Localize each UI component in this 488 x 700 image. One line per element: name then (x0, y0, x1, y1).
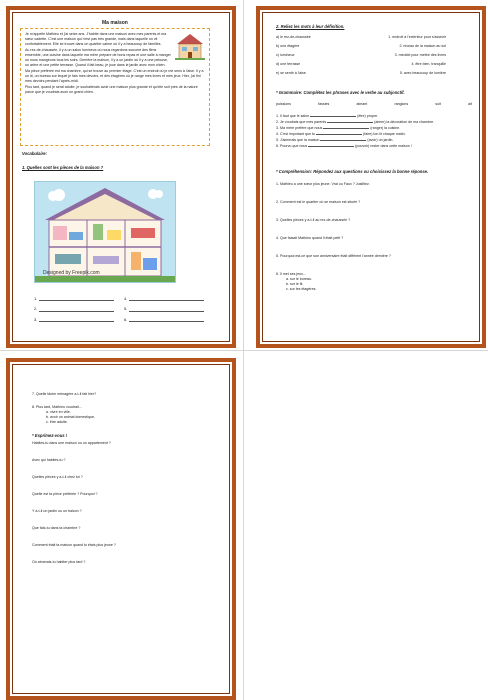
word-bank-item: aimant (356, 101, 368, 106)
grammar-sentence-5: 5. J'aimerais que la maison (avoir) un jardin. (276, 137, 394, 142)
question-1-heading: 1. Quelles sont les pièces de la maison ? (22, 165, 104, 170)
page-divider-horizontal (0, 350, 488, 351)
express-question-8: Où aimerais-tu habiter plus tard ? (32, 560, 86, 564)
grammar-blank-4[interactable] (316, 131, 362, 135)
house-thumbnail-image (175, 32, 205, 60)
grammar-sentence-2: 2. Je voudrais que mes parents (aimer) la décoration de ma chambre. (276, 119, 435, 124)
express-question-4: Quelle est ta pièce préférée ? Pourquoi ? (32, 492, 98, 496)
comp-question-6: 6. Il met ses jeux... (276, 271, 306, 276)
comp-question-4: 4. Que faisait Mathieu quand il était petit ? (276, 235, 344, 240)
answer-blank-6[interactable] (129, 317, 204, 322)
answer-blank-5[interactable] (129, 307, 204, 312)
answer-blank-2[interactable] (39, 307, 114, 312)
q8-option-c[interactable]: c. être adulte. (46, 420, 68, 424)
q8-option-a[interactable]: a. vivre en ville. (46, 410, 71, 414)
worksheet-page-3 (6, 358, 236, 700)
vocab-heading: Vocabulaire: (22, 151, 47, 156)
comp-question-3: 3. Quelles pièces y a-t-il au rez-de-chaussée ? (276, 217, 351, 222)
grammar-heading: * Grammaire: Complétez les phrases avec le verbe au subjonctif. (276, 90, 405, 96)
worksheet-page-2 (256, 6, 486, 348)
comp-question-1: 1. Mathieu a une sœur plus jeune. Vrai ou Faux ? Justifiez. (276, 181, 370, 186)
express-question-6: Que fais-tu dans ta chambre ? (32, 526, 81, 530)
blank-label-1: 1. (34, 296, 38, 301)
express-heading: * Exprimez-vous ! (32, 433, 68, 438)
express-question-7: Comment était ta maison quand tu étais plus jeune ? (32, 543, 116, 547)
story-paragraph-2: Au rez-de-chaussée, il y a un salon lumineux où nous regardons souvent des films ensemble, une cuisine dans laquelle ma mère prépare de bons repas et une salle à manger où nous mangeons tous les soirs. Derrière la maison, il y a un jardin où il y a une pelouse, un arbre et une petite terrasse. Quand il fait beau, je joue dans le jardin avec mon chien. (25, 48, 171, 67)
blank-label-3: 3. (34, 316, 38, 322)
match-left-a: a) le rez-de-chaussée (276, 35, 311, 40)
grammar-blank-3[interactable] (323, 125, 369, 129)
express-question-3: Quelles pièces y a-t-il chez toi ? (32, 475, 83, 479)
word-bank-item: puissions (276, 101, 291, 106)
grammar-sentence-6: 6. Pourvu que nous (pouvoir) rester dans cette maison ! (276, 143, 412, 148)
rooms-answer-blanks (34, 296, 204, 327)
match-right-2: 2. niveau de la maison au sol (399, 44, 446, 49)
express-question-5: Y a-t-il un jardin ou un balcon ? (32, 509, 82, 513)
match-left-b: b) une étagère (276, 44, 300, 49)
match-right-4: 4. être bien, tranquille (411, 62, 446, 67)
word-bank-item: rangions (394, 101, 409, 106)
house-cross-section-image (34, 181, 176, 283)
express-question-2: Avec qui habites-tu ? (32, 458, 66, 462)
answer-blank-3[interactable] (39, 317, 114, 322)
grammar-blank-1[interactable] (310, 113, 356, 117)
comp-question-2: 2. Comment est le quartier où se maison est située ? (276, 199, 361, 204)
story-paragraph-1: Je m'appelle Mathieu et j'ai seize ans. J'habite dans une maison avec mes parents et ma sœur cadette. C'est une maison qui n'est pas très grande, mais dans laquelle on vit confortablement. Elle se trouve dans un quartier calme où il y a beaucoup de familles. (25, 32, 167, 46)
grammar-sentence-1: 1. Il faut que le salon (être) propre. (276, 113, 379, 118)
match-left-e: e) se sentir à l'aise (276, 71, 306, 76)
match-left-d: d) une terrasse (276, 62, 301, 67)
q8-option-b[interactable]: b. avoir un animal domestique. (46, 415, 95, 419)
question-7: 7. Quelle tâche ménagère a-t-il fait hier? (32, 392, 97, 396)
blank-label-4: 4. (124, 296, 128, 301)
match-right-3: 3. meuble pour mettre des livres (394, 53, 446, 58)
match-left-c: c) lumineux (276, 53, 295, 58)
grammar-blank-6[interactable] (308, 143, 354, 147)
worksheet-page-1 (6, 6, 236, 348)
story-paragraph-4: Plus tard, quand je serai adulte, je souhaiterais avoir une maison plus grande et qu'elle soit près de la nature parce que je voudrais avoir un grand chien. (25, 85, 198, 94)
grammar-blank-5[interactable] (320, 137, 366, 141)
grammar-blank-2[interactable] (327, 119, 373, 123)
word-bank-item: fassies (318, 101, 330, 106)
comprehension-heading: * Compréhension: Répondez aux questions ou choisissez la bonne réponse. (276, 168, 429, 174)
q6-option-a[interactable]: a. sur le bureau. (286, 276, 312, 281)
grammar-sentence-3: 3. Ma mère préfère que nous (ranger) la cuisine. (276, 125, 401, 130)
word-bank-item: soit (435, 101, 441, 106)
blank-label-2: 2. (34, 306, 38, 312)
picture-credit: Designed by Freepik.com (43, 270, 100, 276)
word-bank-item: ait (468, 101, 472, 106)
comp-question-5: 5. Pourquoi est-ce que son anniversaire était différent l'année dernière ? (276, 253, 391, 258)
express-question-1: Habites-tu dans une maison ou un appartement ? (32, 441, 111, 445)
story-paragraph-3: Ma pièce préférée est ma chambre, qui se trouve au premier étage. C'est un endroit où je me sens à l'aise. Il y a un lit, un bureau sur lequel je fais mes devoirs, et des étagères où je range mes livres et mes jeux. Hier, j'ai fini mes devoirs pendant l'après-midi. (25, 69, 204, 83)
match-right-1: 1. endroit à l'extérieur pour s'asseoir (388, 35, 446, 40)
question-2-heading: 2. Reliez les mots à leur définition. (276, 24, 345, 29)
q6-option-b[interactable]: b. sur le lit. (286, 281, 304, 286)
match-right-5: 5. avec beaucoup de lumière (399, 71, 446, 76)
question-8: 8. Plus tard, Mathieu voudrait... (32, 405, 82, 409)
answer-blank-4[interactable] (129, 296, 204, 301)
grammar-sentence-4: 4. C'est important que tu (faire) ton lit chaque matin. (276, 131, 406, 136)
answer-blank-1[interactable] (39, 296, 114, 301)
blank-label-6: 6. (124, 316, 128, 322)
story-title: Ma maison (102, 20, 128, 26)
story-box (20, 28, 210, 146)
blank-label-5: 5. (124, 306, 128, 312)
q6-option-c[interactable]: c. sur les étagères. (286, 286, 317, 291)
